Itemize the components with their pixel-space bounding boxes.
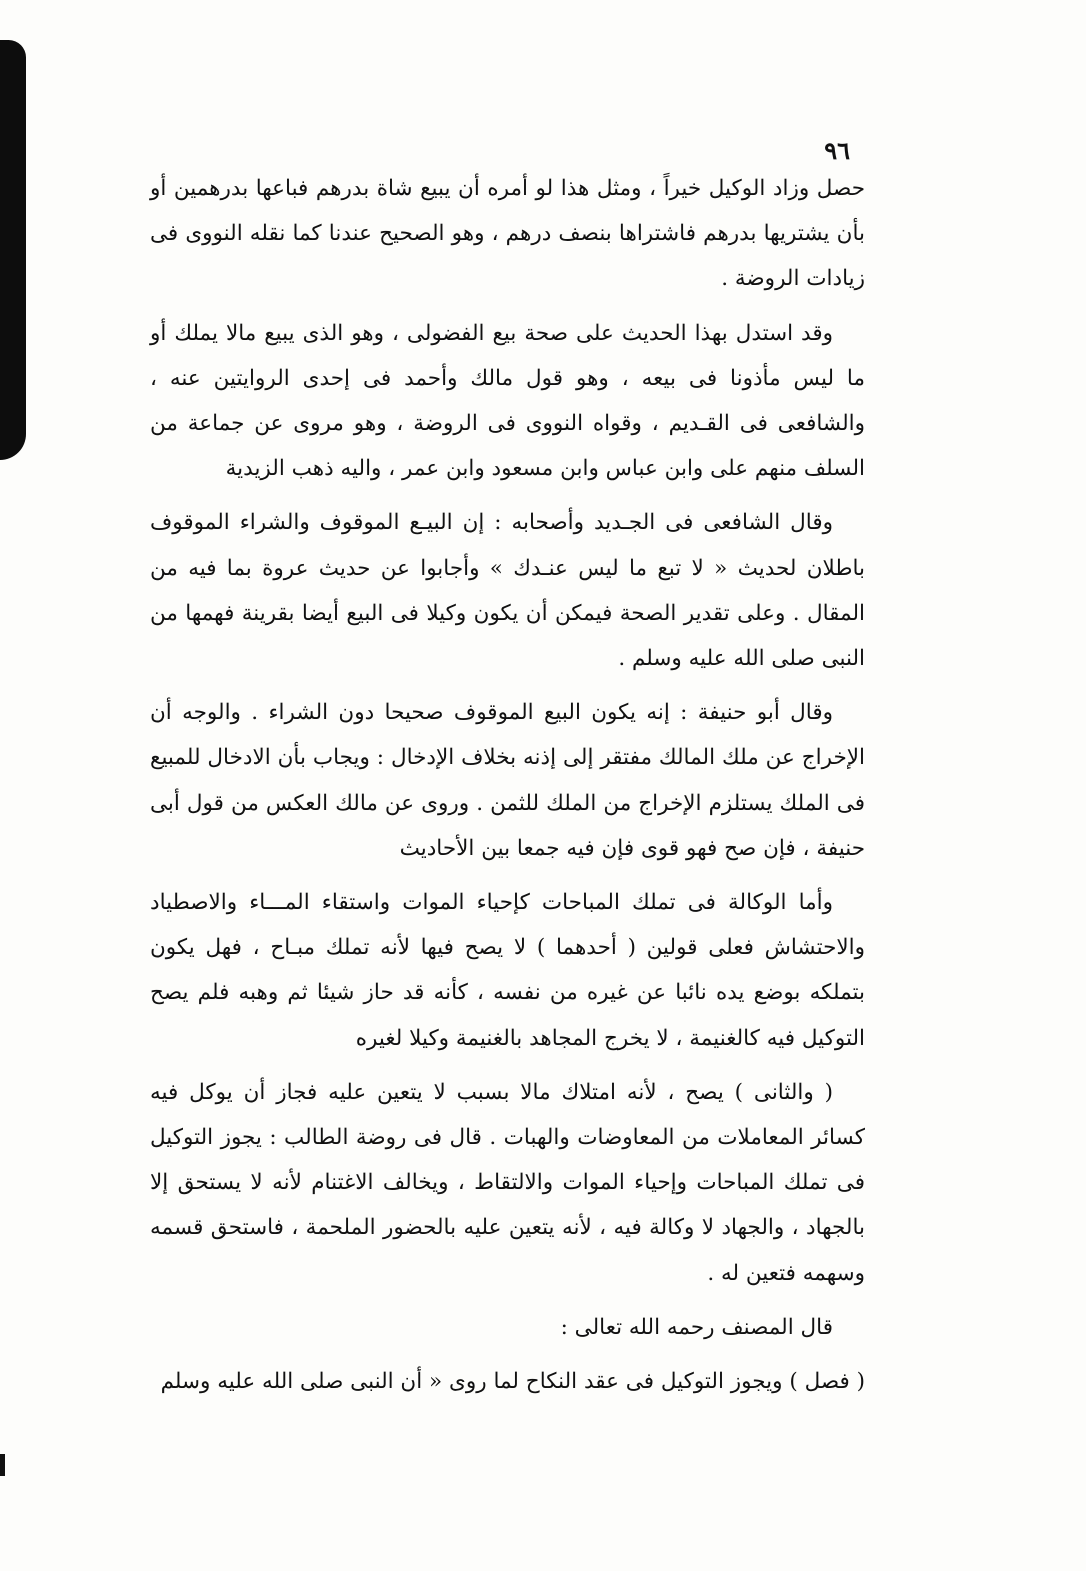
paragraph-6: ( والثانى ) يصح ، لأنه امتلاك مالا بسبب لا يتعين عليه فجاز أن يوكل فيه كسائر المعاملات من المعاوضات والهبات . قال فى روضة الطالب : يجوز التوكيل فى تملك المباحات وإحياء الموات والالتقاط ، ويخالف الاغتنام لأنه لا يستحق إلا بالجهاد ، والجهاد لا وكالة فيه ، لأنه يتعين عليه بالحضور الملحمة ، فاستحق قسمه وسهمه فتعين له . xyxy=(150,1079,865,1286)
page-number: ٩٦ xyxy=(824,136,850,165)
body-text xyxy=(150,166,865,1404)
paragraph-4: وقال أبو حنيفة : إنه يكون البيع الموقوف صحيحا دون الشراء . والوجه أن الإخراج عن ملك المالك مفتقر إلى إذنه بخلاف الإدخال : ويجاب بأن الادخال للمبيع فى الملك يستلزم الإخراج من الملك للثمن . وروى عن مالك العكس من قول أبى حنيفة ، فإن صح فهو قوى فإن فيه جمعا بين الأحاديث xyxy=(150,700,865,861)
scan-edge-mark xyxy=(0,1454,5,1476)
scan-binding-shadow xyxy=(0,40,26,460)
paragraph-3: وقال الشافعى فى الجـديد وأصحابه : إن البيـع الموقوف والشراء الموقوف باطلان لحديث « لا تبع ما ليس عنـدك » وأجابوا عن حديث عروة بما فيه من المقال . وعلى تقدير الصحة فيمكن أن يكون وكيلا فى البيع أيضا بقرينة فهمها من النبى صلى الله عليه وسلم . xyxy=(150,510,865,672)
paragraph-2: وقد استدل بهذا الحديث على صحة بيع الفضولى ، وهو الذى يبيع مالا يملك أو ما ليس مأذونا فى بيعه ، وهو قول مالك وأحمد فى إحدى الروايتين عنه ، والشافعى فى القـديم ، وقواه النووى فى الروضة ، وهو مروى عن جماعة من السلف منهم على وابن عباس وابن مسعود وابن عمر ، واليه ذهب الزيدية xyxy=(150,320,865,482)
paragraph-1: حصل وزاد الوكيل خيراً ، ومثل هذا لو أمره أن يبيع شاة بدرهم فباعها بدرهمين أو بأن يشتريها بدرهم فاشتراها بنصف درهم ، وهو الصحيح عندنا كما نقله النووى فى زيادات الروضة . xyxy=(150,176,865,292)
section-heading: قال المصنف رحمه الله تعالى : xyxy=(560,1314,833,1340)
paragraph-5: وأما الوكالة فى تملك المباحات كإحياء الموات واستقاء المـــاء والاصطياد والاحتشاش فعلى قولين ( أحدهما ) لا يصح فيها لأنه تملك مبـاح ، فهل يكون بتملكه بوضع يده نائبا عن غيره من نفسه ، كأنه قد حاز شيئا ثم وهبه فلم يصح التوكيل فيه كالغنيمة ، لا يخرج المجاهد بالغنيمة وكيلا لغيره xyxy=(150,890,865,1051)
final-line: ( فصل ) ويجوز التوكيل فى عقد النكاح لما روى « أن النبى صلى الله عليه وسلم xyxy=(160,1369,865,1395)
